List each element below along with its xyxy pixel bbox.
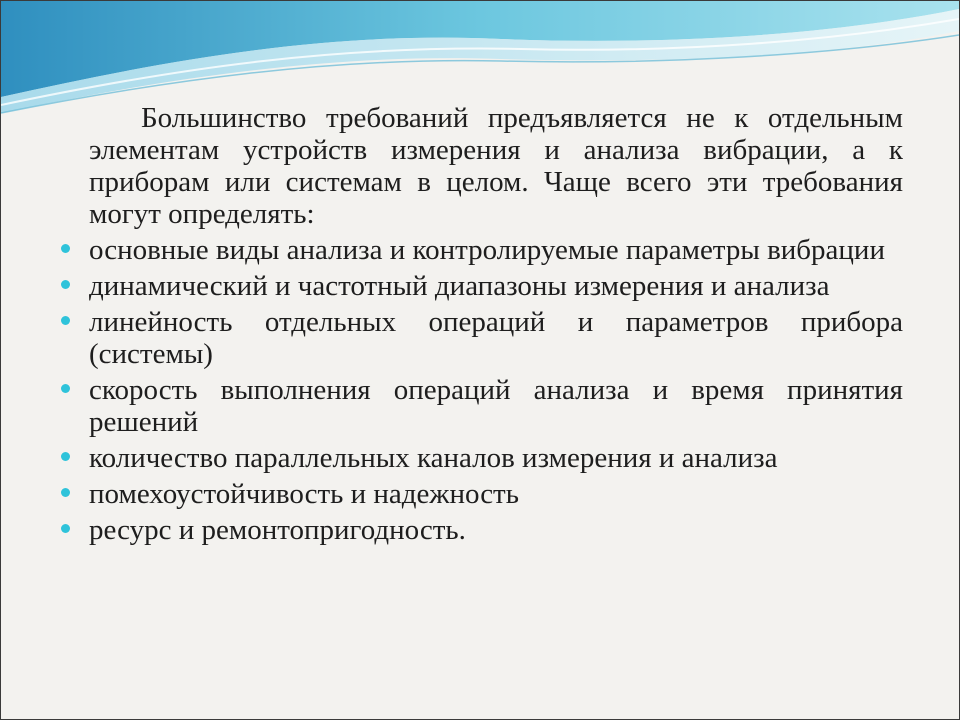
circle-bullet-icon xyxy=(61,524,70,533)
list-item xyxy=(61,514,903,546)
list-item xyxy=(61,306,903,370)
list-item-label: помехоустойчивость и надежность xyxy=(89,478,519,510)
circle-bullet-icon xyxy=(61,316,70,325)
list-item xyxy=(61,374,903,438)
list-item-label: ресурс и ремонтопригодность. xyxy=(89,514,466,546)
list-item xyxy=(61,442,903,474)
list-item-label: линейность отдельных операций и параметров прибора (системы) xyxy=(89,306,903,370)
list-item-label: динамический и частотный диапазоны измерения и анализа xyxy=(89,270,830,302)
circle-bullet-icon xyxy=(61,384,70,393)
circle-bullet-icon xyxy=(61,452,70,461)
list-item xyxy=(61,478,903,510)
intro-paragraph: Большинство требований предъявляется не к отдельным элементам устройств измерения и анализа вибрации, а к приборам или системам в целом. Чаще всего эти требования могут определять: xyxy=(89,102,903,230)
list-item-label: основные виды анализа и контролируемые параметры вибрации xyxy=(89,234,885,266)
requirements-list xyxy=(61,234,903,546)
circle-bullet-icon xyxy=(61,244,70,253)
list-item-label: количество параллельных каналов измерения и анализа xyxy=(89,442,778,474)
slide-content xyxy=(61,102,903,550)
list-item xyxy=(61,234,903,266)
circle-bullet-icon xyxy=(61,280,70,289)
list-item-label: скорость выполнения операций анализа и время принятия решений xyxy=(89,374,903,438)
circle-bullet-icon xyxy=(61,488,70,497)
list-item xyxy=(61,270,903,302)
